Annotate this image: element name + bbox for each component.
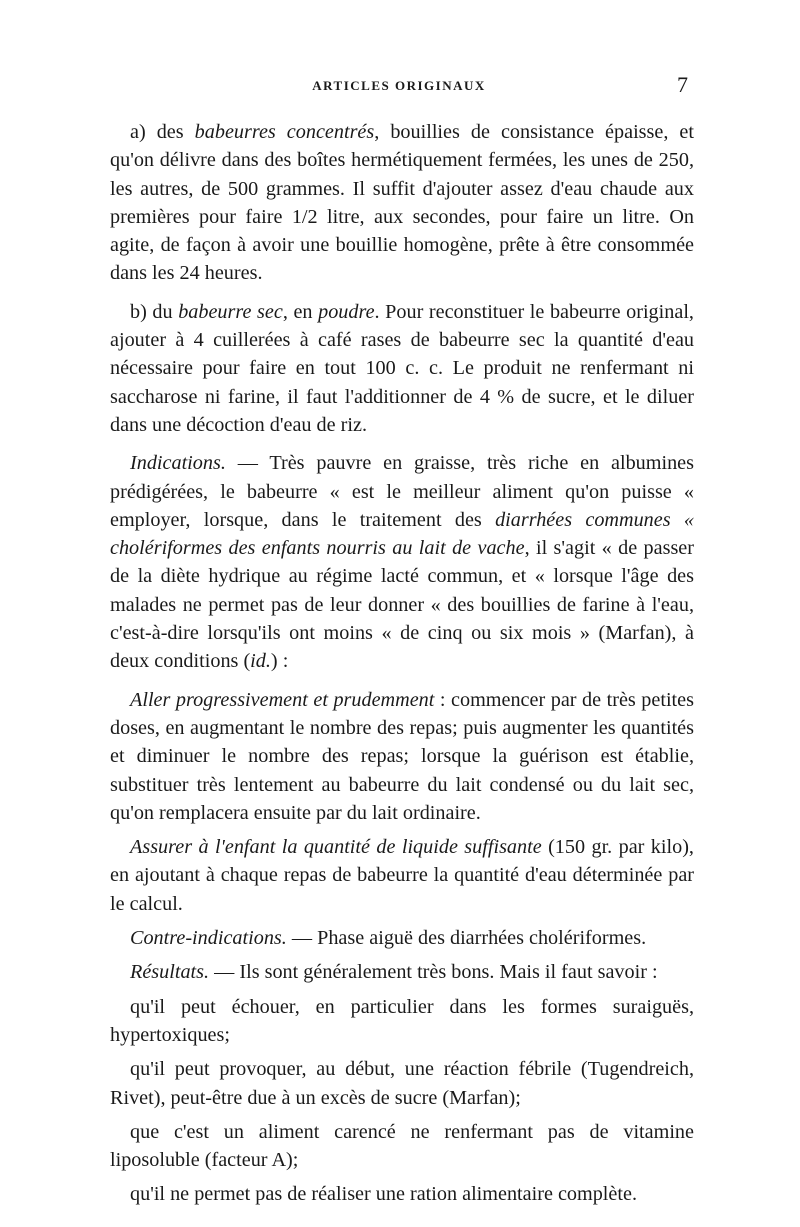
page-number: 7	[677, 72, 688, 97]
paragraph-assurer-liquide: Assurer à l'enfant la quantité de liquide suffisante (150 gr. par kilo), en ajoutant à chaque repas de babeurre la quantité d'eau déterminée par le calcul.	[110, 836, 694, 915]
paragraph-indications: Indications. — Très pauvre en graisse, très riche en albumines prédigérées, le babeurre « est le meilleur aliment qu'on puisse « employer, lorsque, dans le traitement des diarrhées communes « cholériformes des enfants nourris au lait de vache, il s'agit « de passer de la diète hydrique au régime lacté commun, et « lorsque l'âge des malades ne permet pas de leur donner « des bouillies de farine à l'eau, c'est-à-dire lorsqu'ils ont moins « de cinq ou six mois » (Marfan), à deux conditions (id.) :	[110, 452, 694, 673]
list-item: qu'il ne permet pas de réaliser une ration alimentaire complète.	[130, 1183, 637, 1206]
paragraph-aller-progressivement: Aller progressivement et prudemment : commencer par de très petites doses, en augmentant le nombre des repas; puis augmenter les quantités et diminuer le nombre des repas; lorsque la guérison est établie, substituer très lentement au babeurre du lait condensé ou du lait sec, qu'on remplacera ensuite par du lait ordinaire.	[110, 688, 694, 824]
paragraph-resultats: Résultats. — Ils sont généralement très bons. Mais il faut savoir :	[130, 961, 658, 984]
list-item: qu'il peut échouer, en particulier dans les formes suraiguës, hypertoxiques;	[110, 995, 694, 1046]
paragraph-contre-indications: Contre-indications. — Phase aiguë des diarrhées cholériformes.	[130, 927, 647, 950]
running-head: ARTICLES ORIGINAUX	[312, 78, 486, 93]
paragraph-babeurres-concentres: a) des babeurres concentrés, bouillies de consistance épaisse, et qu'on délivre dans des boîtes hermétiquement fermées, les unes de 250, les autres, de 500 grammes. Il suffit d'ajouter assez d'eau chaude aux premières pour faire 1/2 litre, aux secondes, pour faire un litre. On agite, de façon à avoir une bouillie homogène, prête à être consommée dans les 24 heures.	[110, 121, 694, 285]
page-header	[110, 72, 688, 100]
article-body	[110, 118, 694, 1215]
paragraph-babeurre-sec: b) du babeurre sec, en poudre. Pour reconstituer le babeurre original, ajouter à 4 cuillerées à café rases de babeurre sec la quantité d'eau nécessaire pour faire en tout 100 c. c. Le produit ne renfermant ni saccharose ni farine, il faut l'additionner de 4 % de sucre, et le diluer dans une décoction d'eau de riz.	[110, 300, 694, 436]
list-item: que c'est un aliment carencé ne renfermant pas de vitamine liposoluble (facteur A);	[110, 1120, 694, 1172]
list-item: qu'il peut provoquer, au début, une réaction fébrile (Tugendreich, Rivet), peut-être due à un excès de sucre (Marfan);	[110, 1058, 694, 1109]
